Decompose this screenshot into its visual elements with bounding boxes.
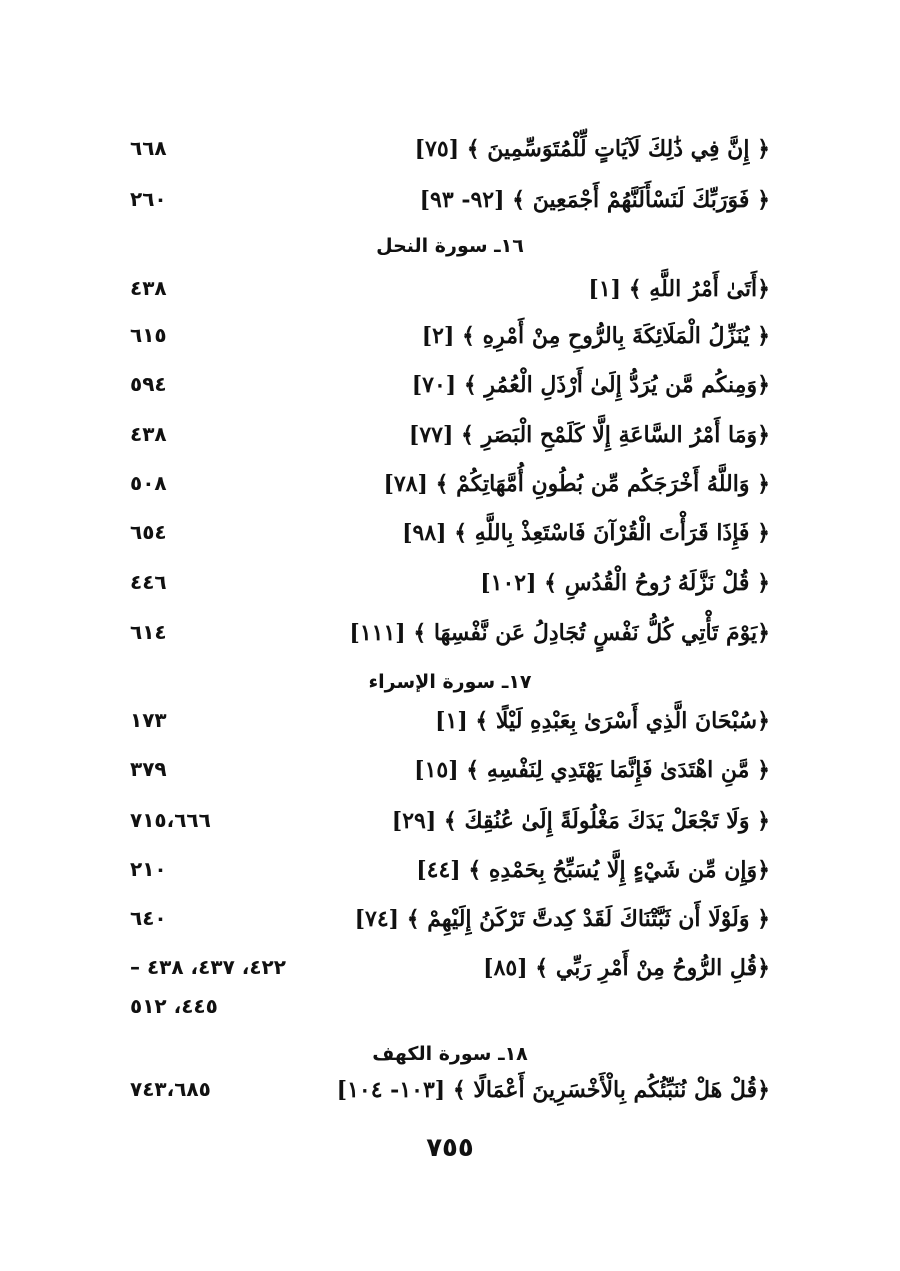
index-entry bbox=[120, 1077, 770, 1117]
verse-text: ﴿سُبْحَانَ الَّذِي أَسْرَىٰ بِعَبْدِهِ لَيْلًا ﴾ [١] bbox=[435, 708, 770, 734]
page-refs: ٤٣٨ bbox=[130, 276, 167, 300]
page-refs: ٤٢٢، ٤٣٧، ٤٣٨ – bbox=[130, 955, 286, 979]
index-entry bbox=[120, 520, 770, 560]
verse-text: ﴿يَوْمَ تَأْتِي كُلُّ نَفْسٍ تُجَادِلُ عَن نَّفْسِهَا ﴾ [١١١] bbox=[349, 620, 770, 646]
page-number: ٧٥٥ bbox=[426, 1133, 474, 1163]
surah-heading: ١٦ـ سورة النحل bbox=[376, 235, 524, 257]
page-refs: ٦٤٠ bbox=[130, 906, 167, 930]
index-entry bbox=[120, 276, 770, 316]
verse-text: ﴿ فَوَرَبِّكَ لَنَسْأَلَنَّهُمْ أَجْمَعِينَ ﴾ [٩٢- ٩٣] bbox=[419, 187, 770, 213]
page-refs: ٧٤٣،٦٨٥ bbox=[130, 1077, 211, 1101]
verse-text: ﴿ وَلَوْلَا أَن ثَبَّتْنَاكَ لَقَدْ كِدتَّ تَرْكَنُ إِلَيْهِمْ ﴾ [٧٤] bbox=[354, 906, 770, 932]
index-entry bbox=[120, 620, 770, 660]
verse-text: ﴿ وَلَا تَجْعَلْ يَدَكَ مَغْلُولَةً إِلَىٰ عُنُقِكَ ﴾ [٢٩] bbox=[391, 808, 770, 834]
page-refs: ٣٧٩ bbox=[130, 757, 167, 781]
page-refs: ٥٠٨ bbox=[130, 471, 167, 495]
page-refs: ٦١٥ bbox=[130, 323, 167, 347]
verse-text: ﴿أَتَىٰ أَمْرُ اللَّهِ ﴾ [١] bbox=[588, 276, 770, 302]
page-refs: ٧١٥،٦٦٦ bbox=[130, 808, 211, 832]
index-entry bbox=[120, 136, 770, 176]
verse-text: ﴿ يُنَزِّلُ الْمَلَائِكَةَ بِالرُّوحِ مِنْ أَمْرِهِ ﴾ [٢] bbox=[421, 323, 770, 349]
verse-text: ﴿قُلْ هَلْ نُنَبِّئُكُم بِالْأَخْسَرِينَ أَعْمَالًا ﴾ [١٠٣- ١٠٤] bbox=[336, 1077, 770, 1103]
page-refs: ٦٦٨ bbox=[130, 136, 167, 160]
page-refs: ٤٤٦ bbox=[130, 570, 167, 594]
page-refs: ١٧٣ bbox=[130, 708, 167, 732]
index-entry bbox=[120, 323, 770, 363]
verse-text: ﴿ وَاللَّهُ أَخْرَجَكُم مِّن بُطُونِ أُمَّهَاتِكُمْ ﴾ [٧٨] bbox=[383, 471, 770, 497]
verse-text: ﴿قُلِ الرُّوحُ مِنْ أَمْرِ رَبِّي ﴾ [٨٥] bbox=[483, 955, 770, 981]
page-refs: ٢١٠ bbox=[130, 857, 167, 881]
index-entry bbox=[120, 570, 770, 610]
page-refs: ٤٤٥، ٥١٢ bbox=[130, 994, 218, 1018]
verse-text: ﴿وَمِنكُم مَّن يُرَدُّ إِلَىٰ أَرْذَلِ الْعُمُرِ ﴾ [٧٠] bbox=[411, 372, 770, 398]
page-refs: ٦١٤ bbox=[130, 620, 167, 644]
verse-text: ﴿ فَإِذَا قَرَأْتَ الْقُرْآنَ فَاسْتَعِذْ بِاللَّهِ ﴾ [٩٨] bbox=[402, 520, 770, 546]
index-entry bbox=[120, 471, 770, 511]
index-entry bbox=[120, 372, 770, 412]
index-entry bbox=[120, 857, 770, 897]
index-entry bbox=[120, 422, 770, 462]
index-entry bbox=[120, 708, 770, 748]
verse-text: ﴿وَإِن مِّن شَيْءٍ إِلَّا يُسَبِّحُ بِحَمْدِهِ ﴾ [٤٤] bbox=[416, 857, 770, 883]
verse-text: ﴿وَمَا أَمْرُ السَّاعَةِ إِلَّا كَلَمْحِ الْبَصَرِ ﴾ [٧٧] bbox=[408, 422, 770, 448]
index-entry-continuation bbox=[120, 994, 770, 1034]
page-refs: ٢٦٠ bbox=[130, 187, 167, 211]
page-refs: ٦٥٤ bbox=[130, 520, 167, 544]
index-entry bbox=[120, 757, 770, 797]
verse-text: ﴿ إِنَّ فِي ذَٰلِكَ لَآيَاتٍ لِّلْمُتَوَسِّمِينَ ﴾ [٧٥] bbox=[414, 136, 770, 162]
surah-heading: ١٨ـ سورة الكهف bbox=[372, 1043, 528, 1065]
verse-text: ﴿ مَّنِ اهْتَدَىٰ فَإِنَّمَا يَهْتَدِي لِنَفْسِهِ ﴾ [١٥] bbox=[414, 757, 770, 783]
index-entry bbox=[120, 187, 770, 227]
verse-text: ﴿ قُلْ نَزَّلَهُ رُوحُ الْقُدُسِ ﴾ [١٠٢] bbox=[480, 570, 770, 596]
index-entry bbox=[120, 955, 770, 995]
page-refs: ٤٣٨ bbox=[130, 422, 167, 446]
index-entry bbox=[120, 808, 770, 848]
index-entry bbox=[120, 906, 770, 946]
surah-heading: ١٧ـ سورة الإسراء bbox=[368, 671, 532, 693]
page-refs: ٥٩٤ bbox=[130, 372, 167, 396]
